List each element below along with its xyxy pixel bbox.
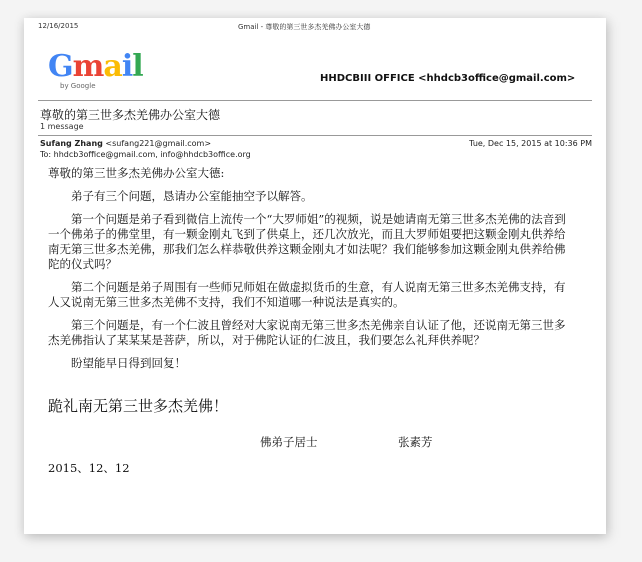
- gmail-logo-letter: i: [121, 49, 133, 84]
- message-greeting: 尊敬的第三世多杰羌佛办公室大德:: [48, 166, 225, 180]
- gmail-logo-letter: l: [132, 49, 143, 84]
- salutation: 跪礼南无第三世多杰羌佛！: [48, 397, 229, 415]
- message-body: [48, 166, 566, 476]
- body-paragraph-4: 第三个问题是，有一个仁波且曾经对大家说南无第三世多杰羌佛亲自认证了他，还说南无第三世多杰羌佛指认了某某某是菩萨，所以，对于佛陀认证的仁波且，我们要怎么礼拜供养呢？: [48, 318, 566, 347]
- signature-date: 2015、12、12: [48, 461, 130, 475]
- message-divider: [38, 135, 592, 136]
- printed-email-page: [24, 18, 606, 534]
- print-header: [24, 22, 606, 34]
- signature-row: [48, 435, 566, 453]
- message-date: Tue, Dec 15, 2015 at 10:36 PM: [469, 139, 592, 148]
- body-paragraph-1: 弟子有三个问题，恳请办公室能抽空予以解答。: [71, 189, 313, 203]
- gmail-logo-letter: m: [72, 49, 104, 84]
- recipient-line: To: hhdcb3office@gmail.com, info@hhdcb3office.org: [40, 150, 251, 159]
- body-paragraph-2: 第一个问题是弟子看到微信上流传一个“大罗师姐”的视频，说是她请南无第三世多杰羌佛的法音到一个佛弟子的佛堂里，有一颗金刚丸飞到了供桌上，还几次放光，而且大罗师姐要把这颗金刚丸供养给南无第三世多杰羌佛，那我们怎么样恭敬供养这颗金刚丸才如法呢？我们能够参加这颗金刚丸供养给佛陀的仪式吗？: [48, 212, 566, 271]
- gmail-logo-text: [48, 49, 146, 84]
- sender-email: <sufang221@gmail.com>: [105, 139, 212, 148]
- signature-name: 张素芳: [398, 435, 433, 449]
- gmail-logo-glyphs: [48, 49, 143, 84]
- closing-line: 盼望能早日得到回复！: [71, 356, 186, 370]
- sender-name: Sufang Zhang: [40, 139, 103, 148]
- signature-title: 佛弟子居士: [260, 435, 318, 449]
- print-date: 12/16/2015: [38, 22, 79, 30]
- message-count: 1 message: [40, 122, 84, 131]
- print-title: Gmail - 尊敬的第三世多杰羌佛办公室大德: [238, 23, 371, 31]
- thread-subject: 尊敬的第三世多杰羌佛办公室大德: [40, 108, 221, 122]
- body-paragraph-3: 第二个问题是弟子周围有一些师兄师姐在做虚拟货币的生意，有人说南无第三世多杰羌佛支持，有人又说南无第三世多杰羌佛不支持，我们不知道哪一种说法是真实的。: [48, 280, 566, 309]
- gmail-logo-letter: G: [48, 49, 73, 84]
- by-google-label: by Google: [60, 82, 96, 90]
- header-divider: [38, 100, 592, 101]
- sender-line: [40, 139, 211, 148]
- gmail-logo-letter: a: [103, 49, 122, 84]
- account-label: HHDCBIII OFFICE <hhdcb3office@gmail.com>: [320, 73, 576, 84]
- gmail-logo: [48, 49, 146, 106]
